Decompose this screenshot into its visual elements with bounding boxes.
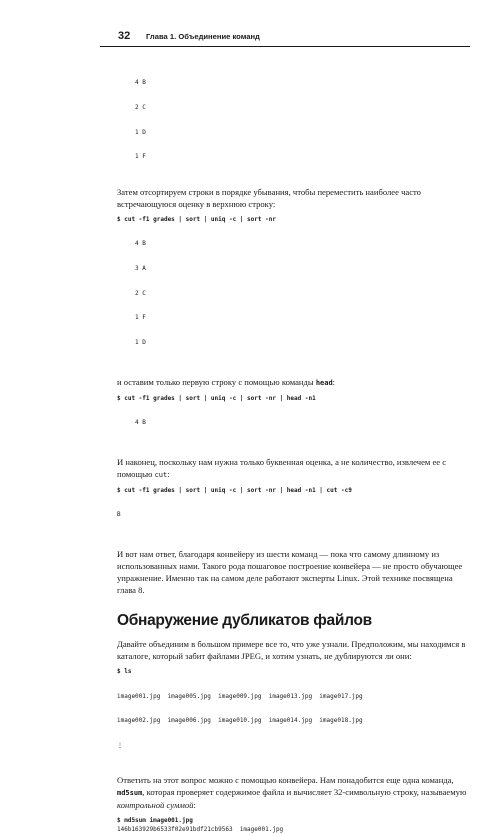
chapter-title: Глава 1. Объединение команд xyxy=(146,32,260,41)
command-5: $ md5sum image001.jpg xyxy=(117,817,193,825)
command-1: $ cut -f1 grades | sort | uniq -c | sort -nr xyxy=(117,215,276,223)
italic-term: контрольной суммой xyxy=(117,800,194,811)
inline-code-head: head xyxy=(315,378,333,387)
command-2: $ cut -f1 grades | sort | uniq -c | sort -nr | head -n1 xyxy=(117,394,316,402)
paragraph-text: И наконец, поскольку нам нужна только буквенная оценка, а не количество, извлечем ее с помощью xyxy=(117,456,447,479)
ls-output-block xyxy=(117,676,469,766)
output-line: 1 D xyxy=(135,338,146,346)
paragraph-5: Давайте объединим в большом примере все то, что уже узнали. Предположим, мы находимся в каталоге, который забит файлами JPEG, и хотим узнать, не дублируются ли они: xyxy=(117,638,466,661)
paragraph-text: и оставим только первую строку с помощью команды xyxy=(117,376,316,387)
output-block-3 xyxy=(117,495,469,536)
page-content xyxy=(117,63,469,834)
output-block-1 xyxy=(117,224,469,363)
output-line: image001.jpg image005.jpg image009.jpg image013.jpg image017.jpg xyxy=(117,692,363,700)
output-block-top xyxy=(117,63,469,178)
output-line: B xyxy=(117,511,121,519)
paragraph-text: Ответить на этот вопрос можно с помощью конвейера. Нам понадобится еще одна команда, xyxy=(117,775,454,786)
running-header xyxy=(100,30,470,47)
paragraph-text: : xyxy=(167,468,170,479)
section-heading: Обнаружение дубликатов файлов xyxy=(117,611,372,629)
output-line: 1 D xyxy=(135,128,146,136)
paragraph-text: : xyxy=(332,376,336,387)
output-block-2 xyxy=(117,403,469,444)
paragraph-text: : xyxy=(193,800,196,811)
inline-code-cut: cut xyxy=(154,470,168,479)
md5-output: 146b163929b6533f02e91bdf21cb9563 image001.jpg xyxy=(117,825,284,833)
command-3: $ cut -f1 grades | sort | uniq -c | sort -nr | head -n1 | cut -c9 xyxy=(117,486,352,494)
output-line: ⋮ xyxy=(117,741,123,749)
output-line: 3 A xyxy=(135,265,146,273)
paragraph-2 xyxy=(117,376,469,389)
output-line: 4 B xyxy=(135,240,146,248)
paragraph-text: , которая проверяет содержимое файла и вычисляет 32-символьную строку, называемую xyxy=(142,787,467,798)
paragraph-1: Затем отсортируем строки в порядке убывания, чтобы переместить наиболее часто встречающуюся оценку в верхнюю строку: xyxy=(117,186,421,209)
output-line: 4 B xyxy=(135,419,146,427)
output-line: 1 F xyxy=(135,314,146,322)
command-4: $ ls xyxy=(117,667,132,675)
page-number: 32 xyxy=(118,30,131,42)
output-line: 1 F xyxy=(135,153,146,161)
output-line: 2 C xyxy=(135,289,146,297)
paragraph-3 xyxy=(117,456,469,481)
output-line: 4 B xyxy=(135,79,146,87)
inline-code-md5sum: md5sum xyxy=(117,789,143,798)
paragraph-4: И вот нам ответ, благодаря конвейеру из шести команд — пока что самому длинному из использованных нами. Такого рода пошаговое построение конвейера — не просто обучающее упражнение. Именно так на самом деле работают эксперты Linux. Этой технике посвящена глава 8. xyxy=(117,548,463,595)
output-line: image002.jpg image006.jpg image010.jpg image014.jpg image018.jpg xyxy=(117,717,363,725)
paragraph-6 xyxy=(117,774,469,811)
output-line: 2 C xyxy=(135,104,146,112)
